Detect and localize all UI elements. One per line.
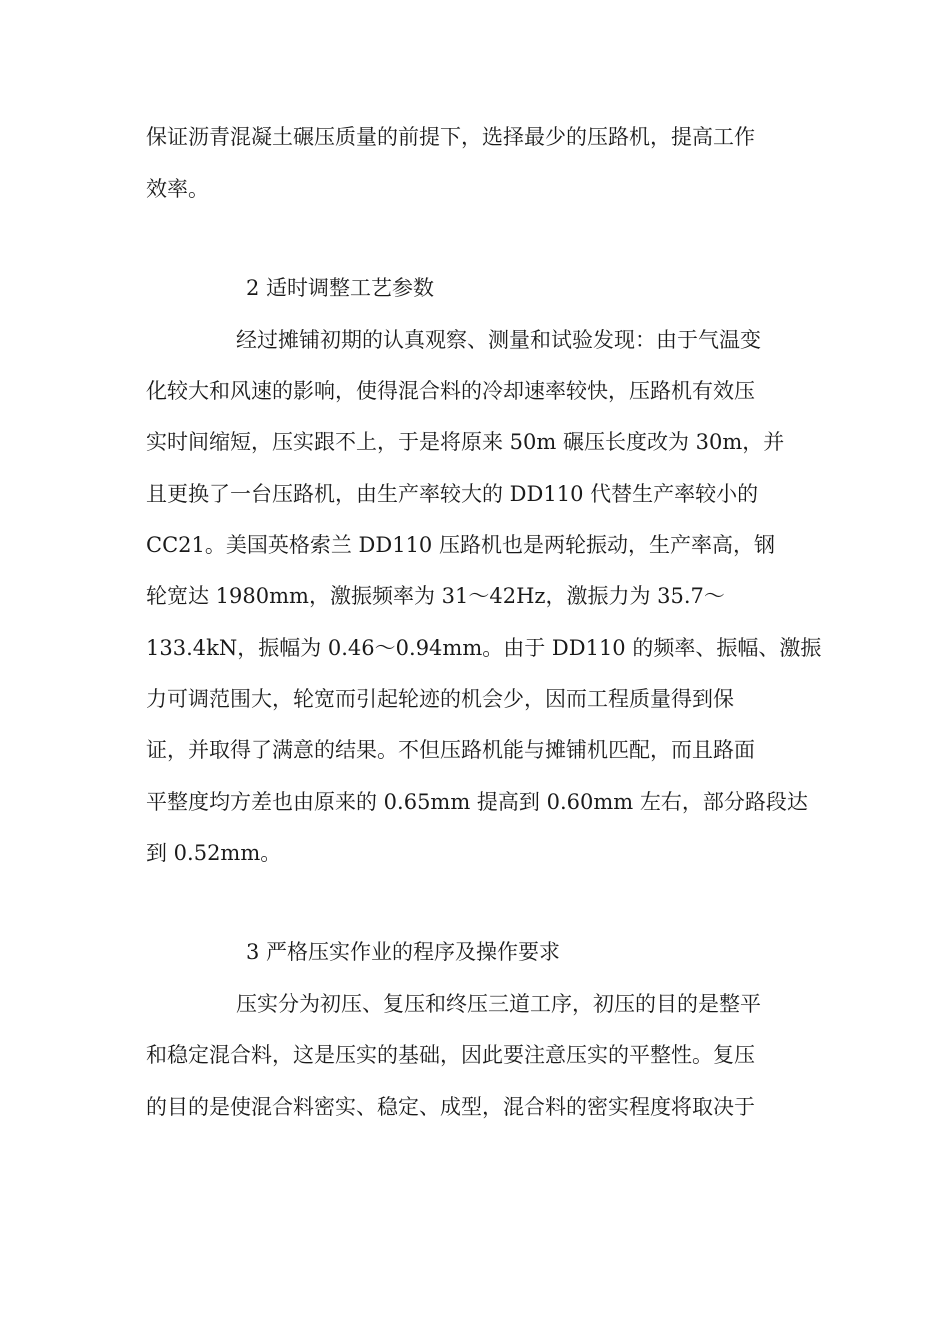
paragraph-2-line-8: 力可调范围大，轮宽而引起轮迹的机会少，因而工程质量得到保 [146, 687, 734, 711]
paragraph-2-line-10: 平整度均方差也由原来的 0.65mm 提高到 0.60mm 左右，部分路段达 [146, 790, 808, 814]
section-heading-3: 3 严格压实作业的程序及操作要求 [246, 940, 561, 964]
paragraph-2-line-9: 证，并取得了满意的结果。不但压路机能与摊铺机匹配，而且路面 [146, 738, 755, 762]
section-heading-2: 2 适时调整工艺参数 [246, 276, 435, 300]
paragraph-3-line-1: 压实分为初压、复压和终压三道工序，初压的目的是整平 [236, 992, 761, 1016]
paragraph-2-line-7: 133.4kN，振幅为 0.46～0.94mm。由于 DD110 的频率、振幅、激振 [146, 636, 822, 660]
paragraph-2-line-5: CC21。美国英格索兰 DD110 压路机也是两轮振动，生产率高，钢 [146, 533, 775, 557]
paragraph-3-line-3: 的目的是使混合料密实、稳定、成型，混合料的密实程度将取决于 [146, 1095, 755, 1119]
paragraph-2-line-2: 化较大和风速的影响，使得混合料的冷却速率较快，压路机有效压 [146, 379, 755, 403]
paragraph-2-line-1: 经过摊铺初期的认真观察、测量和试验发现：由于气温变 [236, 328, 761, 352]
paragraph-1-line-1: 保证沥青混凝土碾压质量的前提下，选择最少的压路机，提高工作 [146, 125, 755, 149]
paragraph-2-line-11: 到 0.52mm。 [146, 841, 282, 865]
paragraph-2-line-4: 且更换了一台压路机，由生产率较大的 DD110 代替生产率较小的 [146, 482, 759, 506]
paragraph-2-line-6: 轮宽达 1980mm，激振频率为 31～42Hz，激振力为 35.7～ [146, 584, 725, 608]
paragraph-3-line-2: 和稳定混合料，这是压实的基础，因此要注意压实的平整性。复压 [146, 1043, 755, 1067]
paragraph-2-line-3: 实时间缩短，压实跟不上，于是将原来 50m 碾压长度改为 30m，并 [146, 430, 785, 454]
paragraph-1-line-2: 效率。 [146, 177, 209, 201]
